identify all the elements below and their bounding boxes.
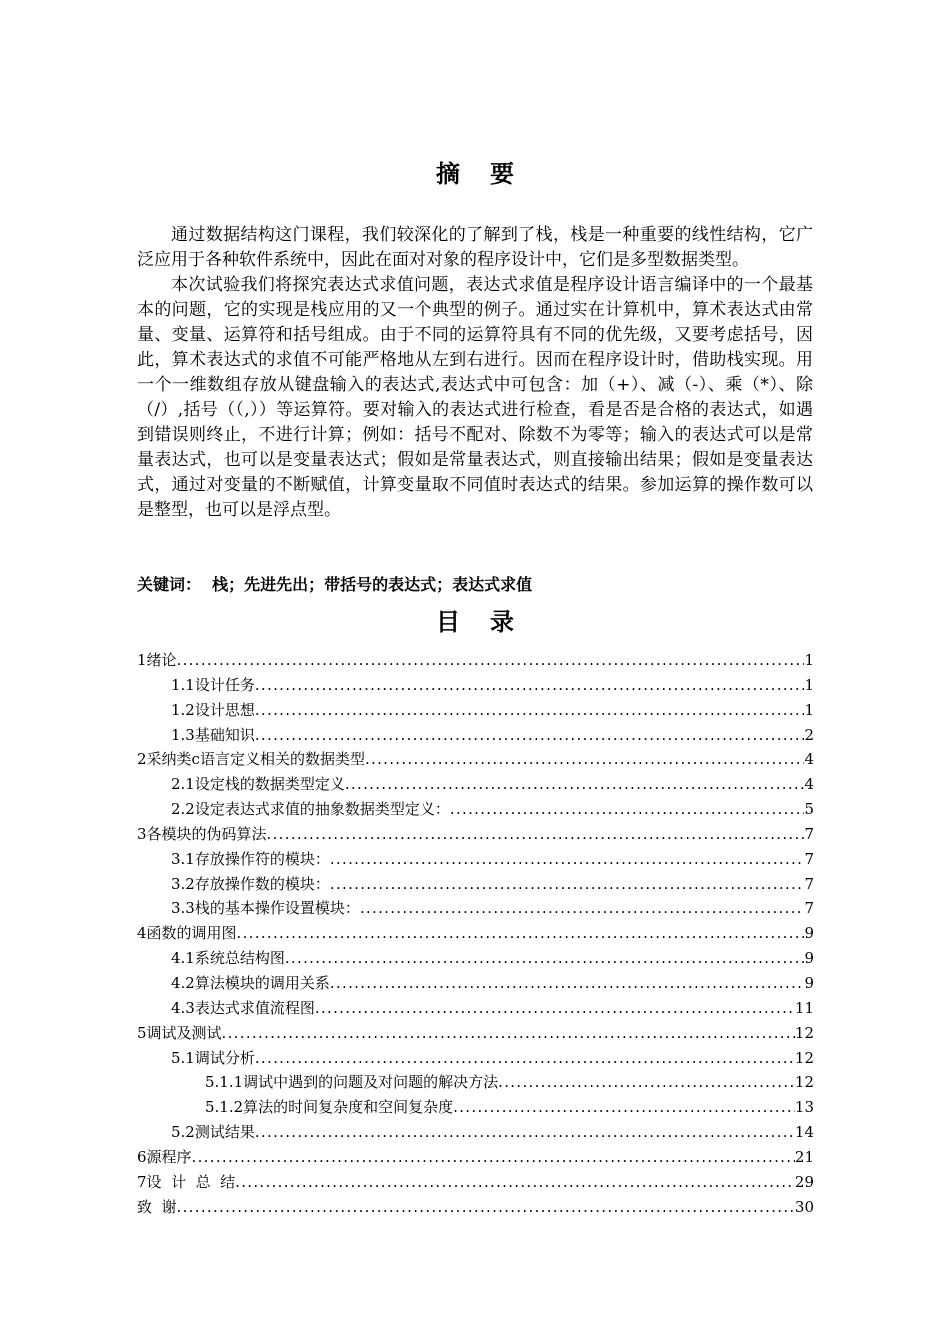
toc-entry-label: 5.1.2算法的时间复杂度和空间复杂度 — [205, 1098, 454, 1117]
toc-entry-page: 30 — [794, 1197, 814, 1216]
toc-leader-dots — [450, 797, 805, 821]
toc-entry-label: 3.3栈的基本操作设置模块： — [171, 899, 360, 918]
toc-entry-label: 3各模块的伪码算法 — [137, 824, 267, 843]
toc-entry-page: 7 — [804, 849, 814, 868]
toc-entry-label: 2采纳类c语言定义相关的数据类型 — [137, 750, 365, 769]
toc-leader-dots — [237, 921, 805, 945]
toc-entry[interactable] — [137, 1046, 814, 1071]
toc-entry-label: 4.2算法模块的调用关系 — [171, 973, 330, 992]
toc-entry-page: 29 — [794, 1172, 814, 1191]
toc-entry-page: 14 — [794, 1123, 814, 1142]
toc-leader-dots — [330, 872, 805, 896]
toc-entry[interactable] — [137, 673, 814, 698]
toc-title: 目录 — [436, 608, 544, 636]
toc-leader-dots — [255, 673, 805, 697]
toc-entry[interactable] — [137, 946, 814, 971]
toc-entry-page: 21 — [794, 1147, 814, 1166]
toc-leader-dots — [192, 1145, 795, 1169]
toc-entry[interactable] — [137, 996, 814, 1021]
toc-entry-page: 11 — [794, 998, 814, 1017]
toc-entry[interactable] — [137, 747, 814, 772]
toc-entry-label: 2.1设定栈的数据类型定义 — [171, 775, 345, 794]
toc-entry[interactable] — [137, 1070, 814, 1095]
toc-entry-page: 12 — [794, 1048, 814, 1067]
toc-entry-label: 2.2设定表达式求值的抽象数据类型定义： — [171, 800, 450, 819]
toc-leader-dots — [498, 1070, 795, 1094]
toc-leader-dots — [267, 822, 805, 846]
toc-entry[interactable] — [137, 772, 814, 797]
toc-entry[interactable] — [137, 698, 814, 723]
toc-leader-dots — [330, 847, 805, 871]
toc-leader-dots — [330, 971, 805, 995]
toc-leader-dots — [255, 698, 805, 722]
toc-entry-label: 4.1系统总结构图 — [171, 949, 285, 968]
table-of-contents — [137, 648, 814, 1219]
abstract-paragraph-1: 通过数据结构这门课程，我们较深化的了解到了栈，栈是一种重要的线性结构，它广泛应用于各种软件系统中，因此在面对对象的程序设计中，它们是多型数据类型。 — [137, 225, 813, 270]
toc-entry[interactable] — [137, 1195, 814, 1220]
toc-entry-label: 1.2设计思想 — [171, 700, 255, 719]
toc-entry-page: 12 — [794, 1023, 814, 1042]
toc-entry-page: 7 — [804, 899, 814, 918]
toc-leader-dots — [255, 723, 805, 747]
toc-leader-dots — [365, 747, 805, 771]
toc-entry-label: 4函数的调用图 — [137, 924, 237, 943]
toc-entry-label: 5.1调试分析 — [171, 1048, 255, 1067]
toc-entry-page: 1 — [804, 651, 814, 669]
toc-entry[interactable] — [137, 1021, 814, 1046]
keywords-line: 关键词： 栈；先进先出；带括号的表达式；表达式求值 — [137, 575, 533, 594]
toc-entry[interactable] — [137, 872, 814, 897]
toc-entry[interactable] — [137, 847, 814, 872]
toc-entry[interactable] — [137, 648, 814, 673]
toc-entry-label: 5调试及测试 — [137, 1023, 222, 1042]
toc-leader-dots — [315, 996, 795, 1020]
toc-entry-label: 1.1设计任务 — [171, 675, 255, 694]
toc-entry-page: 7 — [804, 824, 814, 843]
toc-entry-page: 1 — [804, 700, 814, 719]
toc-entry-page: 7 — [804, 874, 814, 893]
toc-leader-dots — [345, 772, 805, 796]
toc-entry-label: 3.2存放操作数的模块： — [171, 874, 330, 893]
toc-entry[interactable] — [137, 723, 814, 748]
toc-leader-dots — [360, 896, 805, 920]
toc-entry-label: 7设 计 总 结 — [137, 1172, 236, 1191]
toc-entry-label: 3.1存放操作符的模块： — [171, 849, 330, 868]
toc-entry[interactable] — [137, 1120, 814, 1145]
toc-entry-label: 4.3表达式求值流程图 — [171, 998, 315, 1017]
toc-entry-page: 12 — [794, 1073, 814, 1092]
toc-entry-label: 1绪论 — [137, 651, 177, 669]
abstract-body — [137, 223, 813, 523]
toc-leader-dots — [177, 1195, 795, 1219]
toc-entry[interactable] — [137, 921, 814, 946]
toc-entry-page: 2 — [804, 725, 814, 744]
toc-entry[interactable] — [137, 797, 814, 822]
toc-entry-page: 9 — [804, 949, 814, 968]
toc-entry[interactable] — [137, 822, 814, 847]
toc-entry-page: 1 — [804, 675, 814, 694]
toc-entry-label: 5.2测试结果 — [171, 1123, 255, 1142]
toc-entry[interactable] — [137, 1095, 814, 1120]
toc-leader-dots — [453, 1095, 795, 1119]
toc-leader-dots — [222, 1021, 795, 1045]
toc-entry[interactable] — [137, 1170, 814, 1195]
toc-entry-page: 9 — [804, 924, 814, 943]
toc-leader-dots — [255, 1046, 795, 1070]
toc-leader-dots — [285, 946, 805, 970]
toc-entry-label: 6源程序 — [137, 1147, 192, 1166]
toc-entry[interactable] — [137, 896, 814, 921]
toc-leader-dots — [255, 1120, 795, 1144]
toc-leader-dots — [235, 1170, 795, 1194]
toc-entry[interactable] — [137, 1145, 814, 1170]
toc-entry-page: 4 — [804, 775, 814, 794]
abstract-title: 摘要 — [436, 160, 544, 188]
toc-entry-page: 4 — [804, 750, 814, 769]
abstract-paragraph-2: 本次试验我们将探究表达式求值问题，表达式求值是程序设计语言编译中的一个最基本的问题，它的实现是栈应用的又一个典型的例子。通过实在计算机中，算术表达式由常量、变量、运算符和括号组成。由于不同的运算符具有不同的优先级，又要考虑括号，因此，算术表达式的求值不可能严格地从左到右进行。因而在程序设计时，借助栈实现。用一个一维数组存放从键盘输入的表达式,表达式中可包含：加（+）、减（-）、乘（*）、除（/）,括号（（,））等运算符。要对输入的表达式进行检查，看是否是合格的表达式，如遇到错误则终止，不进行计算；例如：括号不配对、除数不为零等；输入的表达式可以是常量表达式，也可以是变量表达式；假如是常量表达式，则直接输出结果；假如是变量表达式，通过对变量的不断赋值，计算变量取不同值时表达式的结果。参加运算的操作数可以是整型，也可以是浮点型。 — [137, 275, 813, 520]
toc-entry-page: 5 — [804, 800, 814, 819]
toc-entry-page: 9 — [804, 973, 814, 992]
toc-entry-label: 致 谢 — [137, 1197, 177, 1216]
toc-entry[interactable] — [137, 971, 814, 996]
toc-entry-page: 13 — [794, 1098, 814, 1117]
toc-entry-label: 5.1.1调试中遇到的问题及对问题的解决方法 — [205, 1073, 499, 1092]
toc-leader-dots — [177, 648, 805, 672]
toc-entry-label: 1.3基础知识 — [171, 725, 255, 744]
